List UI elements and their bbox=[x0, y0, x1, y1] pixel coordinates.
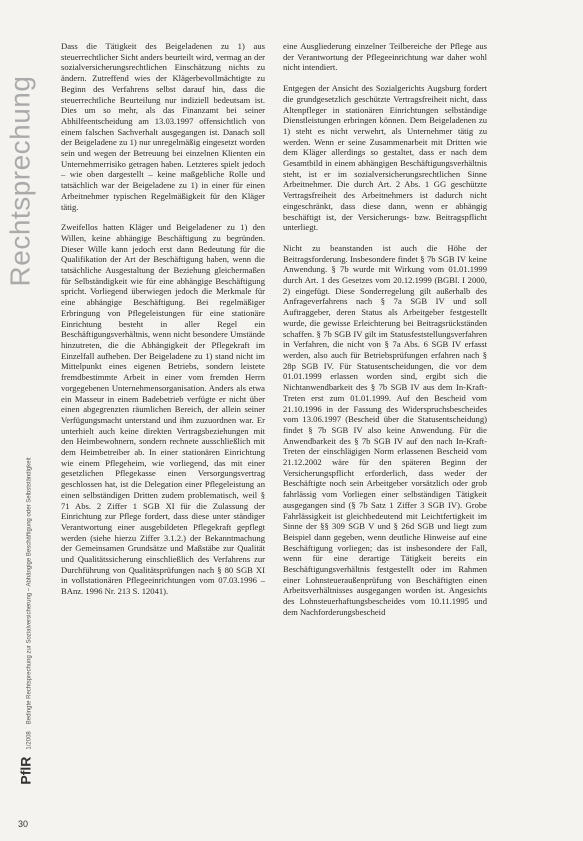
section-title bbox=[0, 75, 42, 287]
paragraph: Entgegen der Ansicht des Sozialgerichts Augsburg fordert die grundgesetzlich geschützte Vertragsfreiheit nicht, dass Altenpfleger in stationären Einrichtungen selbständige Dienstleistungen erbringen können. Dem Beigeladenen zu 1) steht es nicht verwehrt, als Unternehmer tätig zu werden. Wenn er seine Zusammenarbeit mit Dritten wie dem Kläger allerdings so gestaltet, dass er nach dem Gesamtbild in einem abhängigen Beschäftigungsverhältnis steht, ist er im sozialversicherungsrechtlichen Sinne Arbeitnehmer. Die durch Art. 2 Abs. 1 GG geschützte Vertragsfreiheit des Arbeitnehmers ist dadurch nicht eingeschränkt, dass diese dann, wenn er abhängig beschäftigt ist, der Versicherungs- bzw. Beitragspflicht unterliegt. bbox=[283, 83, 487, 233]
paragraph: Nicht zu beanstanden ist auch die Höhe der Beitragsforderung. Insbesondere findet § 7b SGB IV keine Anwendung. § 7b wurde mit Wirkung vom 01.01.1999 durch Art. 1 des Gesetzes vom 20.12.1999 (BGBl. I 2000, 2) eingefügt. Diese Sonderregelung gilt außerhalb des Anfrageverfahrens nach § 7a SGB IV und soll Auftraggeber, deren Status als Arbeitgeber festgestellt wurde, die gewisse Erleichterung bei Beitragsrückständen schaffen. § 7b SGB IV gilt im Statusfeststellungsverfahren in Verfahren, die nicht von § 7a Abs. 6 SGB IV erfasst werden, also auch für Betriebsprüfungen erfahren nach § 28p SGB IV. Für Statusentscheidungen, die vor dem 01.01.1999 erlassen worden sind, ergibt sich die Nichtanwendbarkeit des § 7b SGB IV aus dem In-Kraft-Treten erst zum 01.01.1999. Auf den Bescheid vom 21.10.1996 in der Fassung des Widerspruchsbescheides vom 13.06.1997 (Bescheid über die Statusentscheidung) findet § 7b SGB IV also keine Anwendung. Für die Anwendbarkeit des § 7b SGB IV auf den nach In-Kraft-Treten der einschlägigen Norm erlassenen Bescheid vom 21.12.2002 wäre für den späteren Beginn der Versicherungspflicht erforderlich, dass weder der Beschäftigte noch sein Arbeitgeber vorsätzlich oder grob fahrlässig vom Vorliegen einer selbständigen Tätigkeit ausgegangen sind (§ 7b Satz 1 Ziffer 3 SGB IV). Grobe Fahrlässigkeit ist gleichbedeutend mit Leichtfertigkeit im Sinne der §§ 309 SGB V und § 26d SGB und liegt zum Beispiel dann gegeben, wenn deutliche Hinweise auf eine Beschäftigung vorliegen; das ist insbesondere der Fall, wenn für eine derartige Tätigkeit bereits ein Beschäftigungsverhältnis festgestellt oder im Rahmen einer Lohnsteueraußenprüfung von Beschäftigten einen Arbeitsverhältnisses ausgegangen worden ist. Angesichts des Lohnsteuerhaftungsbescheides vom 10.11.1995 und dem Nachforderungsbescheid bbox=[283, 242, 487, 617]
paragraph: Dass die Tätigkeit des Beigeladenen zu 1) aus steuerrechtlicher Sicht anders beurteilt wird, vermag an der sozialversicherungsrechtlichen Einschätzung nichts zu ändern. Zutreffend wies der Klägerbevollmächtigte zu Beginn des Verfahrens selbst darauf hin, dass die steuerrechtliche Beurteilung nur indiziell bedeutsam ist. Dies um so mehr, als das Finanzamt bei seiner Abhilfeentscheidung am 13.03.1997 offensichtlich von einem falschen Sachverhalt ausgegangen ist. Danach soll der Beigeladene zu 1) nur unregelmäßig eingesetzt worden sein und wegen der Betreuung bei einzelnen Klienten ein Unternehmerrisiko getragen haben. Letzteres spielt jedoch – wie oben dargestellt – keine maßgebliche Rolle und tatsächlich war der Beigeladene zu 1) in einer für einen Arbeitnehmer typischen Regelmäßigkeit für den Kläger tätig. bbox=[61, 41, 265, 212]
journal-issue: 1/2008 bbox=[27, 731, 34, 750]
running-head bbox=[15, 420, 37, 822]
page-number: 30 bbox=[18, 819, 29, 829]
running-head-text: Bedingte Rechtsprechung zur Sozialversicherung – Abhängige Beschäftigung oder Selbstständigkeit bbox=[27, 457, 34, 725]
paragraph: Zweifellos hatten Kläger und Beigeladener zu 1) den Willen, keine abhängige Beschäftigung zu begründen. Dieser Wille kann jedoch erst dann Bedeutung für die Qualifikation der Art der Beschäftigung haben, wenn die tatsächliche Ausgestaltung der Beziehung gleichermaßen für Selbständigkeit wie für eine abhängige Beschäftigung spricht. Vorliegend überwiegen jedoch die Merkmale für eine abhängige Beschäftigung. Bei regelmäßiger Erbringung von Pflegeleistungen für eine stationäre Einrichtung besteht in aller Regel ein Beschäftigungsverhältnis, wenn nicht besondere Umstände hinzutreten, die die Abhängigkeit der Pflegekraft im Einzelfall aufheben. Der Beigeladene zu 1) stand nicht im Mittelpunkt eines eigenen Betriebs, sondern leistete fremdbestimmte Arbeit in einer vom fremden Herrn vorgegebenen Unternehmensorganisation. Anders als etwa ein Masseur in einem Badebetrieb verfügte er nicht über einen abgegrenzten räumlichen Bereich, der allein seiner Verfügungsmacht unterstand und ihm zuzuordnen war. Er unterhielt auch keine direkten Vertragsbeziehungen mit den Heimbewohnern, sondern rechnete ausschließlich mit dem Heimbetreiber ab. In einer stationären Einrichtung wie einem Pflegeheim, wie vorliegend, das mit einer gesetzlichen Pflegekasse einen Versorgungsvertrag geschlossen hat, ist die Delegation einer Pflegeleistung an einen selbständigen Dritten zudem problematisch, weil § 71 Abs. 2 Ziffer 1 SGB XI für die Zulassung der Einrichtung zur Pflege fordert, dass diese unter ständiger Verantwortung einer ausgebildeten Pflegekraft gepflegt werden (siehe hierzu Ziffer 3.1.2.) der Bekanntmachung der Gemeinsamen Grundsätze und Maßstäbe zur Qualität und Qualitätssicherung einschließlich des Verfahrens zur Durchführung von Qualitätsprüfungen nach § 80 SGB XI in vollstationären Pflegeeinrichtungen vom 07.03.1996 – BAnz. 1996 Nr. 213 S. 12041). bbox=[61, 222, 265, 597]
left-column bbox=[61, 41, 265, 607]
section-title-text: Rechtsprechung bbox=[4, 75, 35, 287]
right-column bbox=[283, 41, 487, 628]
paragraph: eine Ausgliederung einzelner Teilbereiche der Pflege aus der Verantwortung der Pflegeeinrichtung war daher wohl nicht intendiert. bbox=[283, 41, 487, 73]
journal-logo: PflR bbox=[18, 756, 35, 785]
